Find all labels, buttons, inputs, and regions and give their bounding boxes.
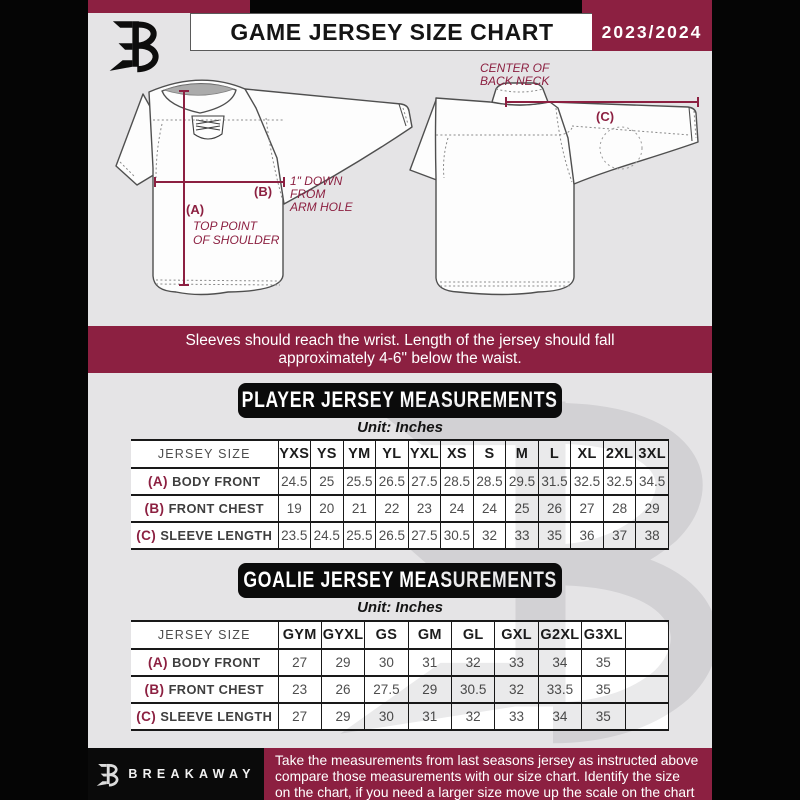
footer-breakaway-logo-icon [96,761,119,787]
back-jersey-diagram [388,58,708,303]
note-b-line3: ARM HOLE [290,200,353,214]
note-c-line1: CENTER OF [480,61,550,75]
size-column-header: GXL [495,621,538,649]
season-label: 2023/2024 [601,21,703,42]
footer-line-3: on the chart, if you need a larger size move up the scale on the chart [275,784,695,800]
value-cell: 33 [495,703,538,730]
player-measurements-table [131,439,669,550]
season-badge [592,13,712,51]
value-cell: 33.5 [538,676,581,703]
table-row [131,468,669,495]
measure-letter: (A) [148,655,173,670]
back-body [436,98,575,295]
measure-letter: (B) [144,501,169,516]
value-cell: 28.5 [473,468,506,495]
value-cell: 29 [636,495,669,522]
note-b-line2: FROM [290,187,326,201]
footer-line-1: Take the measurements from last seasons jersey as instructed above [275,753,699,768]
value-cell: 31 [408,649,451,676]
notice-line-1: Sleeves should reach the wrist. Length of the jersey should fall [185,332,615,349]
front-jersey-diagram [96,78,426,318]
value-cell: 35 [582,649,625,676]
value-cell: 32 [473,522,506,549]
measure-label: FRONT CHEST [168,682,264,697]
value-cell: 30 [365,703,408,730]
value-cell: 30.5 [452,676,495,703]
table-row [131,649,669,676]
footer-instructions [264,748,712,800]
value-cell: 25 [311,468,344,495]
value-cell: 26.5 [376,522,409,549]
value-cell: 31.5 [538,468,571,495]
value-cell: 27 [278,649,321,676]
value-cell: 35 [582,676,625,703]
size-column-header: YXS [278,440,311,468]
empty-cell [625,703,669,730]
value-cell: 36 [571,522,604,549]
goalie-section-heading [238,563,562,598]
note-a-line2: OF SHOULDER [193,233,280,247]
size-column-header: L [538,440,571,468]
size-column-header: XS [441,440,474,468]
value-cell: 35 [582,703,625,730]
value-cell: 21 [343,495,376,522]
size-column-header: YL [376,440,409,468]
value-cell: 23 [278,676,321,703]
value-cell: 23.5 [278,522,311,549]
row-label-cell [131,703,278,730]
row-label-cell [131,649,278,676]
value-cell: 20 [311,495,344,522]
value-cell: 26 [538,495,571,522]
measure-label: FRONT CHEST [168,501,264,516]
value-cell: 25 [506,495,539,522]
value-cell: 22 [376,495,409,522]
value-cell: 26.5 [376,468,409,495]
empty-cell [625,676,669,703]
label-c: (C) [596,109,615,124]
header-row [131,440,669,468]
value-cell: 32 [452,703,495,730]
value-cell: 32 [495,676,538,703]
table-row [131,495,669,522]
goalie-heading-text: GOALIE JERSEY MEASUREMENTS [243,567,557,593]
breakaway-logo-icon [108,14,160,74]
size-column-header: YM [343,440,376,468]
size-column-header: GYXL [321,621,364,649]
value-cell: 34.5 [636,468,669,495]
size-column-header: XL [571,440,604,468]
value-cell: 26 [321,676,364,703]
measure-label: SLEEVE LENGTH [160,709,273,724]
value-cell: 27.5 [408,522,441,549]
note-c-line2: BACK NECK [480,74,550,88]
measure-letter: (B) [144,682,169,697]
size-column-header: GS [365,621,408,649]
value-cell: 38 [636,522,669,549]
value-cell: 24.5 [278,468,311,495]
page-title: GAME JERSEY SIZE CHART [230,18,554,45]
size-column-header: GM [408,621,451,649]
top-accent-strip-right [582,0,712,13]
measure-label: BODY FRONT [172,474,261,489]
value-cell: 27.5 [408,468,441,495]
value-cell: 29 [321,649,364,676]
value-cell: 32.5 [571,468,604,495]
goalie-measurements-table [131,620,669,731]
measure-letter: (A) [148,474,173,489]
row-label-cell [131,522,278,549]
row-label-cell [131,495,278,522]
header-row [131,621,669,649]
size-column-header: M [506,440,539,468]
value-cell: 30 [365,649,408,676]
note-b-line1: 1" DOWN [290,174,343,188]
value-cell: 32 [452,649,495,676]
value-cell: 27 [571,495,604,522]
player-section-heading [238,383,562,418]
footer-line-2: compare those measurements with our size chart. Identify the size [275,768,680,784]
size-column-header: 3XL [636,440,669,468]
size-column-header: G2XL [538,621,581,649]
size-column-header: GL [452,621,495,649]
content-area [88,0,712,800]
empty-cell [625,649,669,676]
value-cell: 24.5 [311,522,344,549]
empty-cell [625,621,669,649]
value-cell: 28 [603,495,636,522]
value-cell: 27 [278,703,321,730]
value-cell: 25.5 [343,468,376,495]
table-row [131,522,669,549]
note-a-line1: TOP POINT [193,219,258,233]
top-accent-strip-middle [250,0,582,13]
row-label-cell [131,676,278,703]
value-cell: 30.5 [441,522,474,549]
table-row [131,676,669,703]
page-title-box [190,13,594,51]
label-b: (B) [254,184,273,199]
value-cell: 24 [441,495,474,522]
size-column-header: 2XL [603,440,636,468]
value-cell: 34 [538,703,581,730]
value-cell: 33 [495,649,538,676]
value-cell: 29 [408,676,451,703]
value-cell: 31 [408,703,451,730]
notice-line-2: approximately 4-6" below the waist. [278,349,522,367]
measure-label: SLEEVE LENGTH [160,528,273,543]
value-cell: 29.5 [506,468,539,495]
value-cell: 29 [321,703,364,730]
jersey-size-header: JERSEY SIZE [131,621,278,649]
back-right-sleeve [550,102,698,184]
value-cell: 25.5 [343,522,376,549]
value-cell: 24 [473,495,506,522]
size-column-header: YS [311,440,344,468]
measure-letter: (C) [136,709,161,724]
measurement-table [131,620,669,731]
footer-brand-wordmark: BREAKAWAY [128,767,256,781]
measure-letter: (C) [136,528,161,543]
measure-label: BODY FRONT [172,655,261,670]
goalie-unit-label: Unit: Inches [357,599,443,616]
player-heading-text: PLAYER JERSEY MEASUREMENTS [242,387,558,413]
value-cell: 32.5 [603,468,636,495]
value-cell: 23 [408,495,441,522]
size-column-header: YXL [408,440,441,468]
table-row [131,703,669,730]
footer-brand-block [88,748,264,800]
top-accent-strip-left [88,0,250,13]
value-cell: 28.5 [441,468,474,495]
measurement-table [131,439,669,550]
label-a: (A) [186,202,205,217]
player-unit-label: Unit: Inches [357,419,443,436]
value-cell: 34 [538,649,581,676]
value-cell: 35 [538,522,571,549]
fit-notice-banner [88,326,712,373]
value-cell: 27.5 [365,676,408,703]
size-column-header: G3XL [582,621,625,649]
value-cell: 33 [506,522,539,549]
value-cell: 37 [603,522,636,549]
size-column-header: S [473,440,506,468]
row-label-cell [131,468,278,495]
value-cell: 19 [278,495,311,522]
jersey-size-header: JERSEY SIZE [131,440,278,468]
size-column-header: GYM [278,621,321,649]
